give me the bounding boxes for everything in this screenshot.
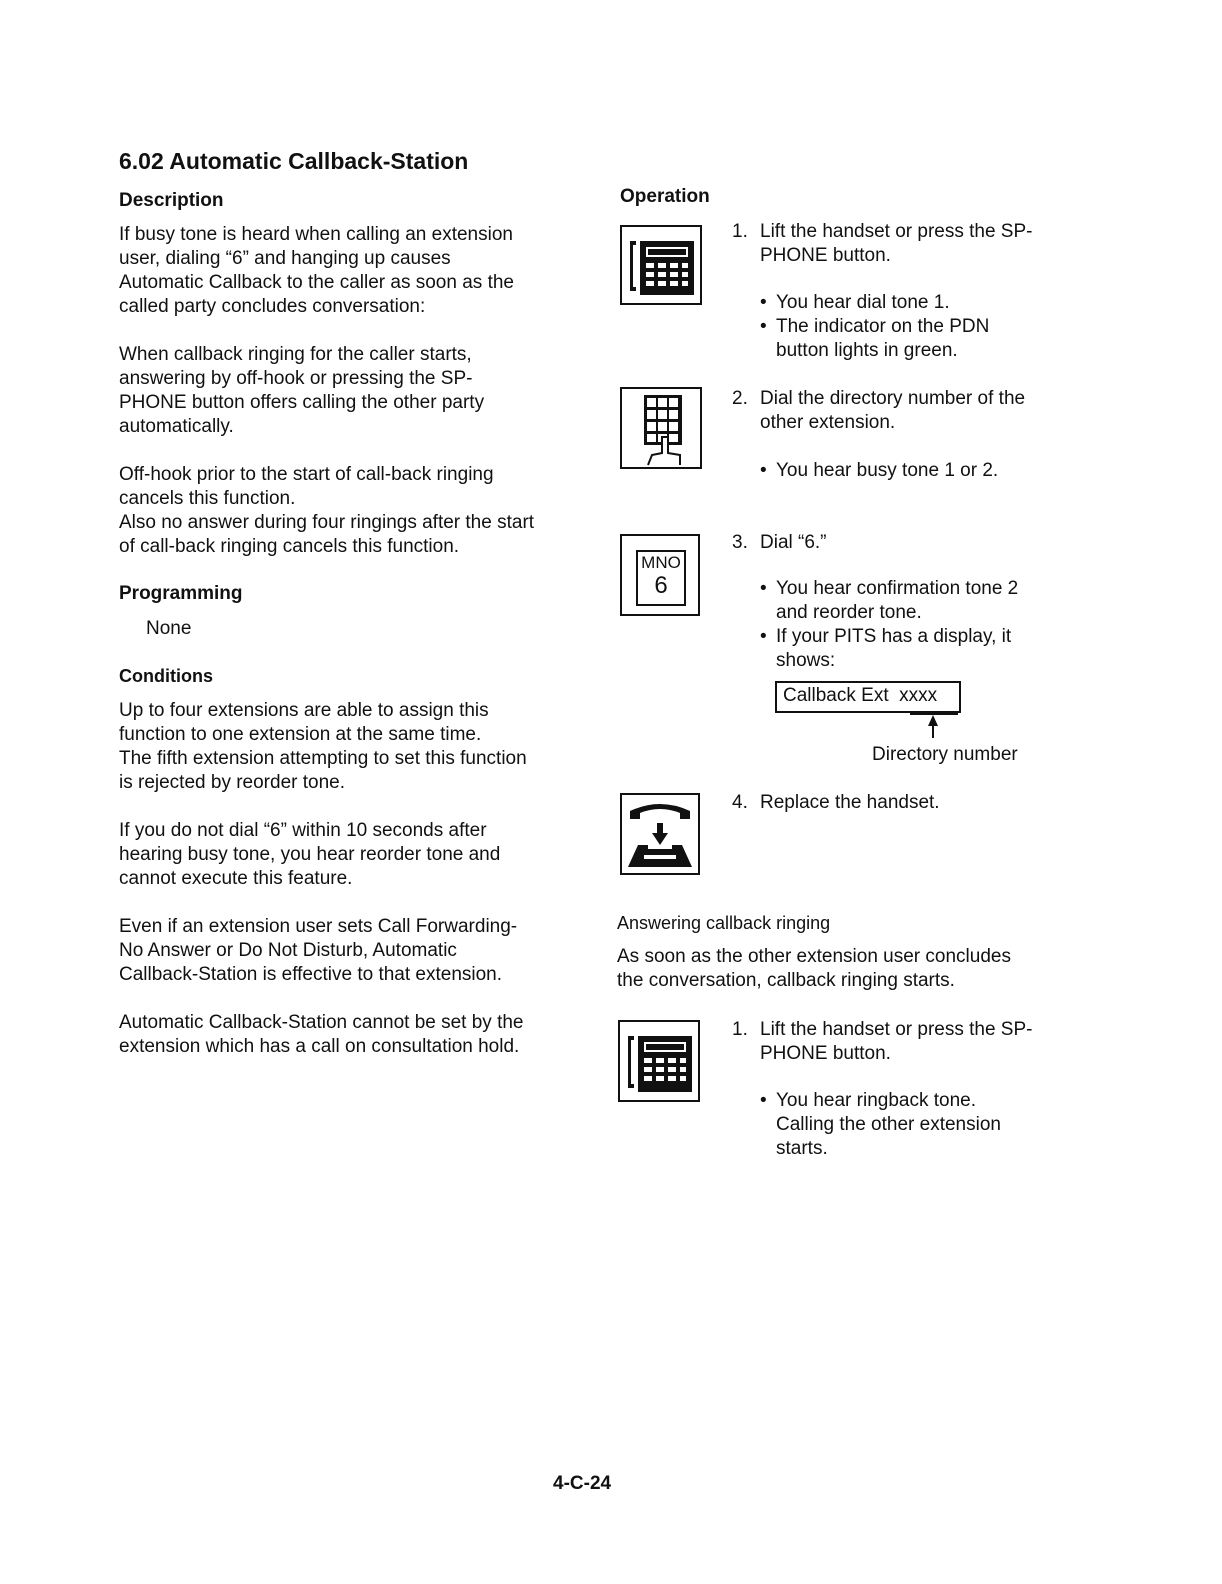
text-line: automatically. xyxy=(119,416,234,437)
key-face xyxy=(636,550,686,606)
keypad-icon xyxy=(620,387,702,469)
step-number: 4. xyxy=(732,792,748,813)
page-number: 4-C-24 xyxy=(553,1473,612,1494)
step-text xyxy=(760,1018,1060,1066)
arrow-up-icon xyxy=(900,712,960,742)
text-line: Up to four extensions are able to assign this xyxy=(119,700,489,721)
text-line: Off-hook prior to the start of call-back ringing xyxy=(119,464,494,485)
text-line: Automatic Callback to the caller as soon as the xyxy=(119,272,514,293)
text-line: other extension. xyxy=(760,412,896,433)
conditions-heading: Conditions xyxy=(119,666,213,686)
text-line: PHONE button. xyxy=(760,245,891,266)
description-paragraph-1 xyxy=(119,223,569,319)
programming-heading: Programming xyxy=(119,583,243,604)
step-text xyxy=(760,387,1060,435)
text-line: If busy tone is heard when calling an extension xyxy=(119,224,513,245)
text-line: No Answer or Do Not Disturb, Automatic xyxy=(119,940,457,961)
keypad-icon-graphic xyxy=(622,389,700,467)
answer-step-bullets xyxy=(758,1089,1066,1161)
answer-step-1 xyxy=(732,1018,1092,1078)
bullet-item: • You hear busy tone 1 or 2. xyxy=(758,459,1066,483)
conditions-paragraph-4 xyxy=(119,1011,569,1059)
text-line: cancels this function. xyxy=(119,488,296,509)
conditions-paragraph-3 xyxy=(119,915,569,987)
step-number: 1. xyxy=(732,221,748,242)
bullet-item: • The indicator on the PDN button lights in green. xyxy=(758,315,1066,363)
bullet-item: • You hear confirmation tone 2 and reorder tone. xyxy=(758,577,1066,625)
text-line: Dial “6.” xyxy=(760,532,827,553)
text-line: Replace the handset. xyxy=(760,792,940,813)
text-line: function to one extension at the same time. xyxy=(119,724,482,745)
step-number: 1. xyxy=(732,1019,748,1040)
bullet-item: • You hear dial tone 1. xyxy=(758,291,1066,315)
text-line: is rejected by reorder tone. xyxy=(119,772,346,793)
text-line: Dial the directory number of the xyxy=(760,388,1026,409)
bullet-item: • You hear ringback tone. Calling the other extension starts. xyxy=(758,1089,1066,1161)
display-readout: Callback Ext xxxx xyxy=(775,681,961,713)
step-3-bullets xyxy=(758,577,1066,673)
key-label-digit: 6 xyxy=(654,572,668,599)
text-line: As soon as the other extension user concludes xyxy=(617,946,1011,967)
text-line: called party concludes conversation: xyxy=(119,296,426,317)
hang-up-icon xyxy=(620,793,700,875)
step-4 xyxy=(732,791,1092,821)
step-number: 3. xyxy=(732,532,748,553)
step-2-bullets xyxy=(758,459,1066,483)
text-line: When callback ringing for the caller starts, xyxy=(119,344,472,365)
text-line: If you do not dial “6” within 10 seconds after xyxy=(119,820,487,841)
text-line: The fifth extension attempting to set this function xyxy=(119,748,527,769)
step-1 xyxy=(732,220,1092,280)
text-line: Lift the handset or press the SP- xyxy=(760,221,1033,242)
mno-6-key-icon xyxy=(620,534,700,616)
text-line: hearing busy tone, you hear reorder tone and xyxy=(119,844,501,865)
text-line: of call-back ringing cancels this function. xyxy=(119,536,460,557)
text-line: Even if an extension user sets Call Forwarding- xyxy=(119,916,518,937)
display-caption: Directory number xyxy=(872,744,1018,765)
phone-icon-graphic xyxy=(622,227,700,303)
text-line: cannot execute this feature. xyxy=(119,868,353,889)
conditions-paragraph-2 xyxy=(119,819,569,891)
answering-paragraph xyxy=(617,945,1077,993)
phone-icon xyxy=(618,1020,700,1102)
text-line: Also no answer during four ringings after the start xyxy=(119,512,535,533)
step-1-bullets xyxy=(758,291,1066,363)
bullet-item: • If your PITS has a display, it shows: xyxy=(758,625,1066,673)
text-line: extension which has a call on consultation hold. xyxy=(119,1036,520,1057)
text-line: PHONE button offers calling the other party xyxy=(119,392,485,413)
hang-up-icon-graphic xyxy=(622,795,698,873)
text-line: answering by off-hook or pressing the SP- xyxy=(119,368,473,389)
conditions-paragraph-1 xyxy=(119,699,569,795)
phone-icon-graphic xyxy=(620,1022,698,1100)
text-line: the conversation, callback ringing starts. xyxy=(617,970,955,991)
description-paragraph-3 xyxy=(119,463,569,559)
programming-value: None xyxy=(146,618,192,639)
text-line: PHONE button. xyxy=(760,1043,891,1064)
step-text xyxy=(760,531,1060,555)
step-number: 2. xyxy=(732,388,748,409)
operation-heading: Operation xyxy=(620,186,710,207)
key-label-letters: MNO xyxy=(641,553,681,572)
step-2 xyxy=(732,387,1092,447)
text-line: Callback-Station is effective to that extension. xyxy=(119,964,503,985)
description-paragraph-2 xyxy=(119,343,569,439)
text-line: Automatic Callback-Station cannot be set by the xyxy=(119,1012,524,1033)
description-heading: Description xyxy=(119,190,224,211)
step-text xyxy=(760,791,1060,815)
text-line: user, dialing “6” and hanging up causes xyxy=(119,248,451,269)
answering-heading: Answering callback ringing xyxy=(617,913,831,933)
step-3 xyxy=(732,531,1092,561)
phone-icon xyxy=(620,225,702,305)
step-text xyxy=(760,220,1060,268)
text-line: Lift the handset or press the SP- xyxy=(760,1019,1033,1040)
page-title: 6.02 Automatic Callback-Station xyxy=(119,148,469,174)
